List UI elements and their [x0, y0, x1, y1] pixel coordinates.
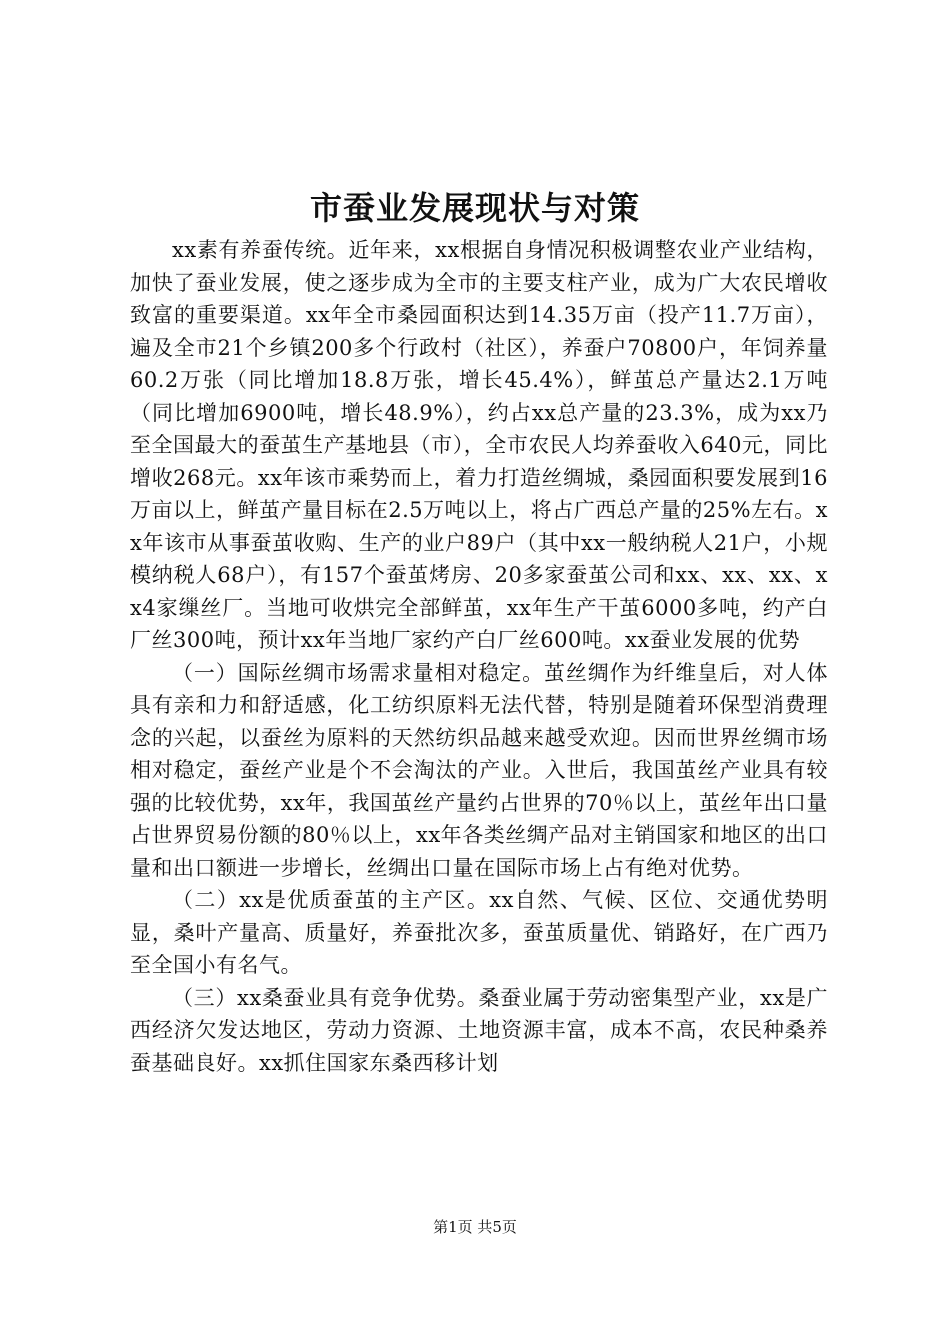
paragraph-advantage-3: （三）xx桑蚕业具有竞争优势。桑蚕业属于劳动密集型产业，xx是广西经济欠发达地区，劳动力资源、土地资源丰富，成本不高，农民种桑养蚕基础良好。xx抓住国家东桑西移计划	[130, 985, 828, 1075]
paragraph-advantage-2: （二）xx是优质蚕茧的主产区。xx自然、气候、区位、交通优势明显，桑叶产量高、质量好，养蚕批次多，蚕茧质量优、销路好，在广西乃至全国小有名气。	[130, 888, 828, 977]
page-footer: 第1页 共5页	[433, 1218, 517, 1236]
paragraph-advantage-1: （一）国际丝绸市场需求量相对稳定。茧丝绸作为纤维皇后，对人体具有亲和力和舒适感，化工纺织原料无法代替，特别是随着环保型消费理念的兴起，以蚕丝为原料的天然纺织品越来越受欢迎。因而世界丝绸市场相对稳定，蚕丝产业是个不会淘汰的产业。入世后，我国茧丝产业具有较强的比较优势，xx年，我国茧丝产量约占世界的70％以上，茧丝年出口量占世界贸易份额的80％以上，xx年各类丝绸产品对主销国家和地区的出口量和出口额进一步增长，丝绸出口量在国际市场上占有绝对优势。	[130, 660, 828, 880]
page-title: 市蚕业发展现状与对策	[309, 189, 640, 227]
document-body	[130, 234, 828, 1079]
paragraph-intro: xx素有养蚕传统。近年来，xx根据自身情况积极调整农业产业结构，加快了蚕业发展，使之逐步成为全市的主要支柱产业，成为广大农民增收致富的重要渠道。xx年全市桑园面积达到14.35万亩（投产11.7万亩），遍及全市21个乡镇200多个行政村（社区），养蚕户70800户，年饲养量60.2万张（同比增加18.8万张，增长45.4%），鲜茧总产量达2.1万吨（同比增加6900吨，增长48.9%），约占xx总产量的23.3%，成为xx乃至全国最大的蚕茧生产基地县（市），全市农民人均养蚕收入640元，同比增收268元。xx年该市乘势而上，着力打造丝绸城，桑园面积要发展到16万亩以上，鲜茧产量目标在2.5万吨以上，将占广西总产量的25%左右。xx年该市从事蚕茧收购、生产的业户89户（其中xx一般纳税人21户，小规模纳税人68户），有157个蚕茧烤房、20多家蚕茧公司和xx、xx、xx、xx4家缫丝厂。当地可收烘完全部鲜茧，xx年生产干茧6000多吨，约产白厂丝300吨，预计xx年当地厂家约产白厂丝600吨。xx蚕业发展的优势	[130, 238, 828, 652]
